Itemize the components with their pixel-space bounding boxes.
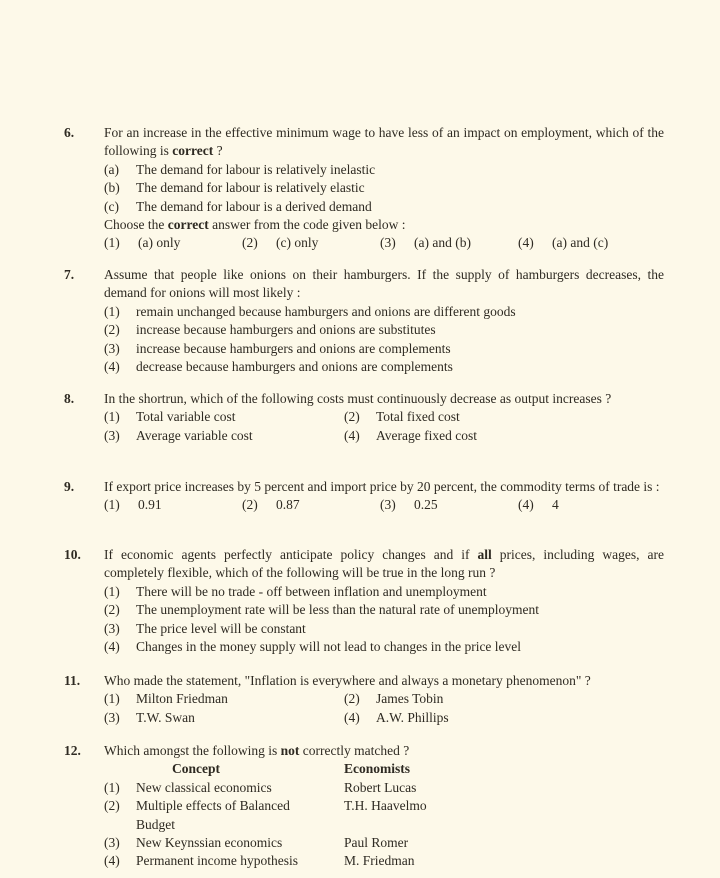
option-2: (2) increase because hamburgers and onions are substitutes [104,322,436,338]
option-3: (3) T.W. Swan [104,709,195,725]
option-4: (4) decrease because hamburgers and onions are complements [104,359,453,375]
question-number: 10. [64,547,81,562]
option-4: (4) Average fixed cost [344,427,477,443]
question-7 [64,266,664,376]
option-row [104,709,664,727]
option-1: (1) remain unchanged because hamburgers and onions are different goods [104,303,516,319]
code-instruction: Choose the correct answer from the code given below : [104,217,406,233]
option-4: (4) A.W. Phillips [344,709,449,725]
question-stem: Who made the statement, "Inflation is everywhere and always a monetary phenomenon" ? [104,673,591,688]
question-11 [64,672,664,727]
answer-1: (1) 0.91 [104,497,162,513]
answer-1: (1) (a) only [104,235,181,251]
question-stem: In the shortrun, which of the following costs must continuously decrease as output increases ? [104,391,612,406]
match-row-4: (4) Permanent income hypothesis M. Friedman [104,853,415,869]
question-number: 8. [64,391,75,406]
option-1: (1) Total variable cost [104,409,236,425]
question-stem: If economic agents perfectly anticipate policy changes and if all prices, including wages, are completely flexible, which of the following will be true in the long run ? [104,547,664,581]
option-c: (c) The demand for labour is a derived demand [104,198,372,214]
option-1: (1) Milton Friedman [104,691,228,707]
option-4: (4) Changes in the money supply will not lead to changes in the price level [104,639,522,655]
answer-2: (2) 0.87 [242,497,300,513]
match-table [104,760,664,870]
question-stem: Assume that people like onions on their hamburgers. If the supply of hamburgers decreases, the demand for onions will most likely : [104,267,664,301]
match-row-1: (1) New classical economics Robert Lucas [104,779,417,795]
answer-choices [104,496,664,514]
match-table-header [104,760,664,778]
option-2: (2) The unemployment rate will be less than the natural rate of unemployment [104,602,540,618]
question-stem: For an increase in the effective minimum wage to have less of an impact on employment, which of the following is correct ? [104,125,664,159]
question-number: 9. [64,479,75,494]
economists-header: Economists [344,761,411,777]
answer-choices [104,234,664,252]
question-6 [64,124,664,253]
option-a: (a) The demand for labour is relatively inelastic [104,161,376,177]
option-3: (3) The price level will be constant [104,620,306,636]
option-3: (3) Average variable cost [104,427,253,443]
option-row [104,427,664,445]
question-stem: If export price increases by 5 percent and import price by 20 percent, the commodity terms of trade is : [104,479,660,494]
option-2: (2) Total fixed cost [344,409,460,425]
concept-header: Concept [172,761,220,777]
match-row-3: (3) New Keynssian economics Paul Romer [104,835,409,851]
question-8 [64,390,664,445]
option-2: (2) James Tobin [344,691,444,707]
question-number: 7. [64,267,75,282]
question-number: 6. [64,125,75,140]
question-stem: Which amongst the following is not correctly matched ? [104,743,410,758]
answer-4: (4) (a) and (c) [518,235,609,251]
answer-4: (4) 4 [518,497,559,513]
question-10 [64,546,664,656]
option-b: (b) The demand for labour is relatively elastic [104,180,365,196]
answer-2: (2) (c) only [242,235,319,251]
question-number: 11. [64,673,81,688]
option-1: (1) There will be no trade - off between inflation and unemployment [104,583,487,599]
answer-3: (3) 0.25 [380,497,438,513]
answer-3: (3) (a) and (b) [380,235,471,251]
option-3: (3) increase because hamburgers and onions are complements [104,340,451,356]
match-row-2: (2) Multiple effects of Balanced Budget T.H. Haavelmo [104,798,427,832]
question-number: 12. [64,743,81,758]
question-9 [64,478,664,515]
question-12 [64,742,664,871]
option-row [104,690,664,708]
option-row [104,408,664,426]
